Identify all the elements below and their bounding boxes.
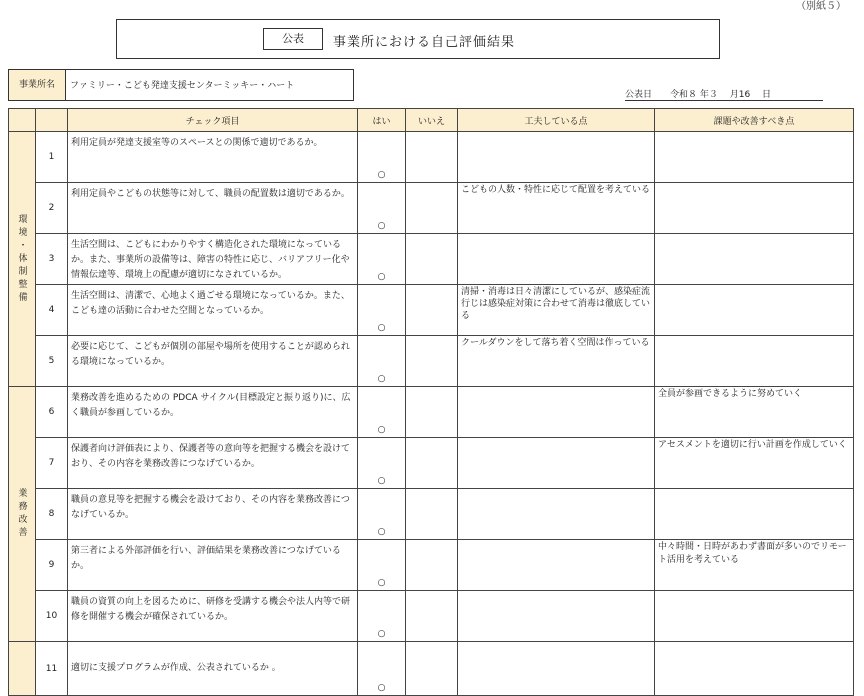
- issue-cell: [655, 183, 854, 234]
- row-number: 8: [36, 489, 68, 540]
- header-issues: 課題や改善すべき点: [655, 109, 854, 132]
- table-row: [9, 591, 854, 642]
- row-number: 2: [36, 183, 68, 234]
- category-next: [9, 642, 36, 696]
- table-row: [9, 285, 854, 336]
- header-effort: 工夫している点: [458, 109, 655, 132]
- yes-mark: ○: [358, 336, 406, 387]
- header-check-item: チェック項目: [68, 109, 358, 132]
- office-name-label: 事業所名: [8, 69, 66, 101]
- row-number: 3: [36, 234, 68, 285]
- row-number: 4: [36, 285, 68, 336]
- attachment-note: （別紙５）: [796, 1, 846, 12]
- publication-date: 公表日 令和８ 年３ 月16 日: [625, 87, 823, 101]
- effort-cell: [458, 387, 655, 438]
- effort-cell: [458, 132, 655, 183]
- issue-cell: 全員が参画できるように努めていく: [655, 387, 854, 438]
- issue-cell: [655, 234, 854, 285]
- table-row: [9, 234, 854, 285]
- category-improvement-label: 業務改善: [16, 488, 27, 540]
- row-number: 5: [36, 336, 68, 387]
- no-mark: [406, 438, 458, 489]
- category-improvement: [9, 387, 36, 642]
- no-mark: [406, 540, 458, 591]
- yes-mark: ○: [358, 642, 406, 696]
- check-item: 職員の意見等を把握する機会を設けており、その内容を業務改善につなげているか。: [68, 489, 358, 540]
- page-title: 事業所における自己評価結果: [333, 35, 516, 50]
- yes-mark: ○: [358, 285, 406, 336]
- title-box: [116, 19, 720, 59]
- row-number: 6: [36, 387, 68, 438]
- office-name-value: ファミリー・こども発達支援センターミッキー・ハート: [65, 69, 354, 101]
- table-row: [9, 183, 854, 234]
- no-mark: [406, 591, 458, 642]
- header-no: いいえ: [406, 109, 458, 132]
- yes-mark: ○: [358, 438, 406, 489]
- effort-cell: 清掃・消毒は日々清潔にしているが、感染症流行じは感染症対策に合わせて消毒は徹底している: [458, 285, 655, 336]
- yes-mark: ○: [358, 489, 406, 540]
- header-yes: はい: [358, 109, 406, 132]
- issue-cell: 中々時間・日時があわず書面が多いのでリモート活用を考えている: [655, 540, 854, 591]
- self-evaluation-table: [8, 108, 854, 696]
- check-item: 第三者による外部評価を行い、評価結果を業務改善につなげているか。: [68, 540, 358, 591]
- issue-cell: アセスメントを適切に行い計画を作成していく: [655, 438, 854, 489]
- table-header-row: [9, 109, 854, 132]
- check-item: 必要に応じて、こどもが個別の部屋や場所を使用することが認められる環境になっているか。: [68, 336, 358, 387]
- yes-mark: ○: [358, 234, 406, 285]
- row-number: 11: [36, 642, 68, 696]
- category-environment-label: 環境・体制整備: [16, 213, 27, 305]
- effort-cell: クールダウンをして落ち着く空間は作っている: [458, 336, 655, 387]
- header-blank-category: [9, 109, 36, 132]
- yes-mark: ○: [358, 387, 406, 438]
- issue-cell: [655, 642, 854, 696]
- table-row: [9, 132, 854, 183]
- effort-cell: こどもの人数・特性に応じて配置を考えている: [458, 183, 655, 234]
- table-row: [9, 387, 854, 438]
- no-mark: [406, 132, 458, 183]
- row-number: 9: [36, 540, 68, 591]
- table-row: [9, 642, 854, 696]
- row-number: 7: [36, 438, 68, 489]
- check-item: 保護者向け評価表により、保護者等の意向等を把握する機会を設けており、その内容を業務改善につなげているか。: [68, 438, 358, 489]
- row-number: 10: [36, 591, 68, 642]
- effort-cell: [458, 438, 655, 489]
- effort-cell: [458, 591, 655, 642]
- check-item: 生活空間は、清潔で、心地よく過ごせる環境になっているか。また、こども達の活動に合わせた空間となっているか。: [68, 285, 358, 336]
- issue-cell: [655, 591, 854, 642]
- issue-cell: [655, 489, 854, 540]
- check-item: 利用定員が発達支援室等のスペースとの関係で適切であるか。: [68, 132, 358, 183]
- effort-cell: [458, 234, 655, 285]
- table-row: [9, 438, 854, 489]
- issue-cell: [655, 336, 854, 387]
- check-item: 生活空間は、こどもにわかりやすく構造化された環境になっているか。また、事業所の設備等は、障害の特性に応じ、バリアフリー化や情報伝達等、環境上の配慮が適切になされているか。: [68, 234, 358, 285]
- public-label: 公表: [263, 28, 323, 50]
- table-row: [9, 336, 854, 387]
- yes-mark: ○: [358, 132, 406, 183]
- no-mark: [406, 285, 458, 336]
- check-item: 利用定員やこどもの状態等に対して、職員の配置数は適切であるか。: [68, 183, 358, 234]
- effort-cell: [458, 642, 655, 696]
- yes-mark: ○: [358, 183, 406, 234]
- no-mark: [406, 234, 458, 285]
- no-mark: [406, 183, 458, 234]
- effort-cell: [458, 489, 655, 540]
- issue-cell: [655, 285, 854, 336]
- no-mark: [406, 642, 458, 696]
- no-mark: [406, 489, 458, 540]
- header-blank-number: [36, 109, 68, 132]
- category-environment: [9, 132, 36, 387]
- no-mark: [406, 336, 458, 387]
- yes-mark: ○: [358, 591, 406, 642]
- issue-cell: [655, 132, 854, 183]
- effort-cell: [458, 540, 655, 591]
- check-item: 業務改善を進めるための PDCA サイクル(目標設定と振り返り)に、広く職員が参画しているか。: [68, 387, 358, 438]
- yes-mark: ○: [358, 540, 406, 591]
- row-number: 1: [36, 132, 68, 183]
- no-mark: [406, 387, 458, 438]
- check-item: 職員の資質の向上を図るために、研修を受講する機会や法人内等で研修を開催する機会が確保されているか。: [68, 591, 358, 642]
- table-row: [9, 540, 854, 591]
- table-row: [9, 489, 854, 540]
- check-item: 適切に支援プログラムが作成、公表されているか 。: [68, 642, 358, 696]
